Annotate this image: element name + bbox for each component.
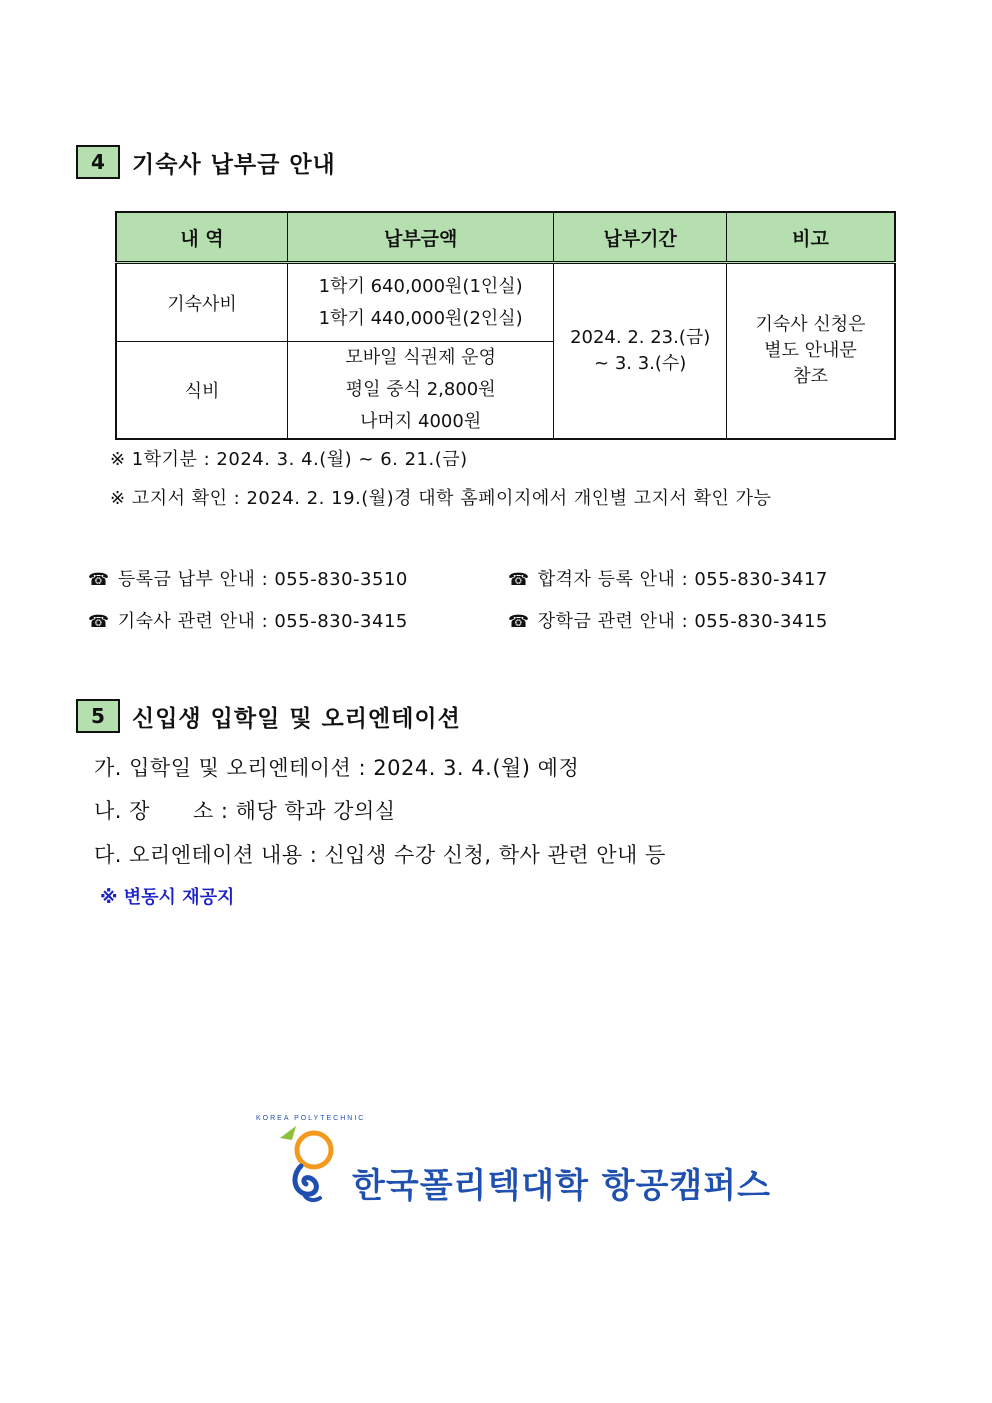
contact-admission [508, 565, 828, 591]
contact-scholarship [508, 607, 828, 633]
section-4-number: 4 [76, 145, 120, 179]
dorm-fee-amounts [288, 263, 554, 342]
meal-amount-1: 모바일 식권제 운영 [345, 347, 496, 368]
phone-icon: ☎ [508, 612, 530, 632]
item-location: 나. 장 소 : 해당 학과 강의실 [94, 799, 396, 823]
item-entrance-date: 가. 입학일 및 오리엔테이션 : 2024. 3. 4.(월) 예정 [94, 756, 580, 780]
header-period: 납부기간 [554, 212, 727, 263]
college-logo [246, 1108, 366, 1208]
meal-fee-label: 식비 [116, 342, 288, 440]
remark-line-3: 참조 [793, 366, 828, 387]
contact-dormitory [88, 607, 408, 633]
phone-icon: ☎ [508, 570, 530, 590]
section-4-title: 기숙사 납부금 안내 [132, 152, 336, 178]
polytechnics-emblem-icon [246, 1108, 366, 1208]
contact-text: 장학금 관련 안내 : 055-830-3415 [537, 611, 828, 632]
remark-line-2: 별도 안내문 [764, 340, 857, 361]
header-amount: 납부금액 [288, 212, 554, 263]
payment-period [554, 263, 727, 440]
note-bill: ※ 고지서 확인 : 2024. 2. 19.(월)경 대학 홈페이지에서 개인별 고지서 확인 가능 [110, 488, 772, 509]
remark [726, 263, 895, 440]
dorm-amount-double: 1학기 440,000원(2인실) [318, 307, 523, 329]
phone-icon: ☎ [88, 570, 110, 590]
header-remark: 비고 [726, 212, 895, 263]
contact-tuition [88, 565, 408, 591]
section-5-title: 신입생 입학일 및 오리엔테이션 [132, 706, 461, 732]
item-orientation: 다. 오리엔테이션 내용 : 신입생 수강 신청, 학사 관련 안내 등 [94, 843, 666, 867]
dormitory-fee-table [115, 211, 896, 440]
contact-text: 기숙사 관련 안내 : 055-830-3415 [117, 611, 408, 632]
contact-text: 등록금 납부 안내 : 055-830-3510 [117, 569, 408, 590]
college-name: 한국폴리텍대학 항공캠퍼스 [352, 1166, 771, 1206]
period-end: ~ 3. 3.(수) [594, 353, 687, 374]
dorm-amount-single: 1학기 640,000원(1인실) [318, 275, 523, 297]
contact-text: 합격자 등록 안내 : 055-830-3417 [537, 569, 828, 590]
meal-amount-2: 평일 중식 2,800원 [345, 379, 496, 400]
meal-fee-amounts [288, 342, 554, 440]
change-notice: ※ 변동시 재공지 [100, 887, 235, 908]
logo-arc-text: KOREA POLYTECHNICS [256, 1115, 366, 1122]
period-start: 2024. 2. 23.(금) [570, 327, 711, 348]
phone-icon: ☎ [88, 612, 110, 632]
remark-line-1: 기숙사 신청은 [755, 314, 866, 335]
section-5-number: 5 [76, 699, 120, 733]
header-item: 내 역 [116, 212, 288, 263]
meal-amount-3: 나머지 4000원 [360, 411, 482, 432]
note-semester: ※ 1학기분 : 2024. 3. 4.(월) ~ 6. 21.(금) [110, 449, 468, 470]
dorm-fee-label: 기숙사비 [116, 263, 288, 342]
